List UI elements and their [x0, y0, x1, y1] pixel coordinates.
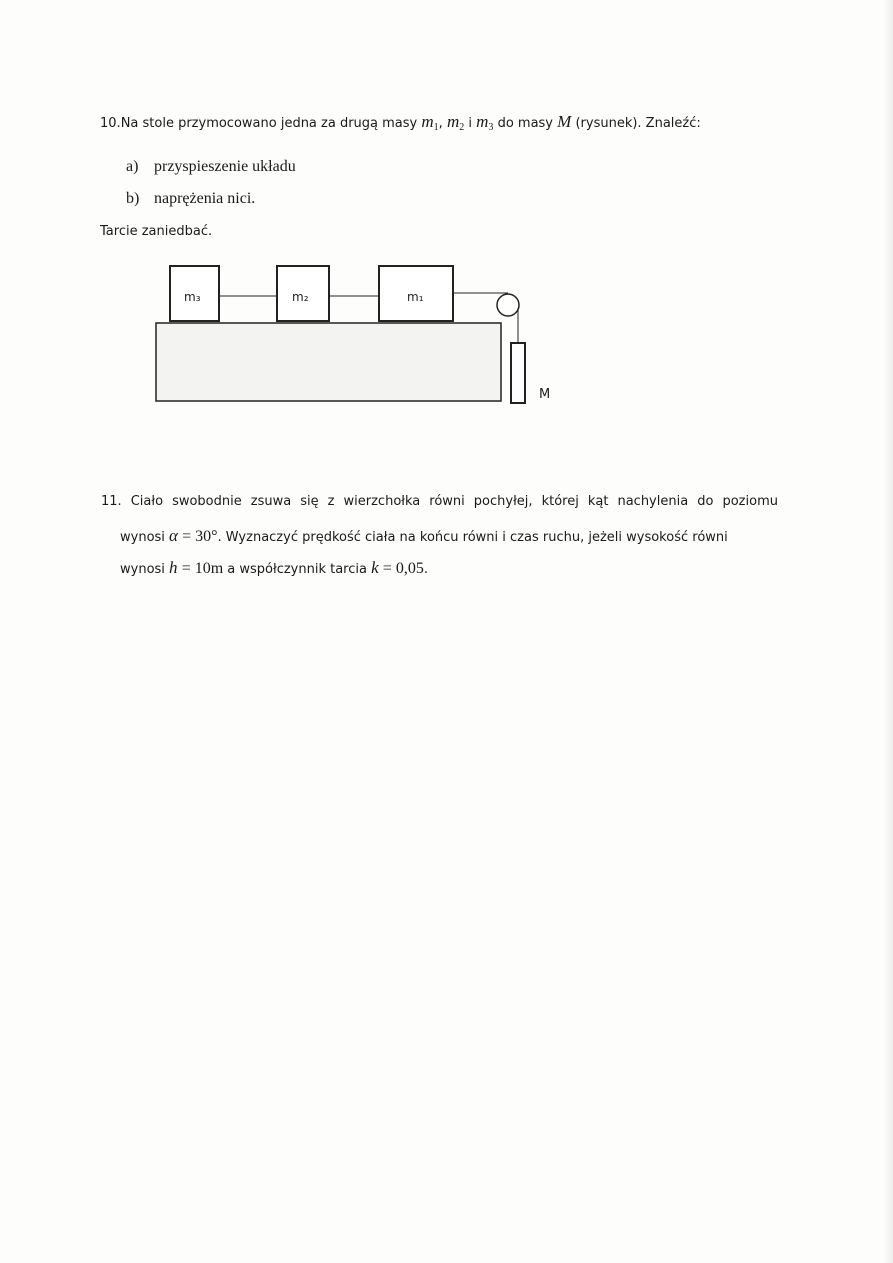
alpha-symbol: α: [169, 526, 178, 545]
label-M: M: [539, 387, 551, 402]
problem-11-line-3: wynosi h = 10m a współczynnik tarcia k = 0,05.: [120, 558, 428, 577]
problem-11-line-2: wynosi α = 30°. Wyznaczyć prędkość ciała na końcu równi i czas ruchu, jeżeli wysokość równi: [120, 526, 728, 545]
problem-10-item-a: a) przyspieszenie układu: [126, 158, 296, 175]
alpha-value: = 30°: [182, 528, 218, 545]
mass-m2-symbol: $m_2$: [446, 112, 465, 133]
k-value: = 0,05: [382, 560, 424, 577]
problem-10-note: Tarcie zaniedbać.: [100, 224, 213, 239]
h-value: = 10m: [181, 560, 224, 577]
h-symbol: h: [169, 558, 178, 577]
label-m2: m₂: [292, 290, 309, 304]
label-m3: m₃: [184, 290, 201, 304]
label-m1: m₁: [407, 290, 424, 304]
problem-10-item-b: b) naprężenia nici.: [126, 190, 256, 207]
problem-11-number: 11.: [101, 494, 122, 509]
problem-10-number: 10.: [100, 116, 121, 131]
k-symbol: k: [371, 558, 379, 577]
table: [156, 323, 501, 401]
pulley: [497, 294, 519, 316]
scan-edge-shadow: [883, 0, 893, 1263]
problem-10-statement: 10.Na stole przymocowano jedna za drugą masy $m_1$, $m_2$ i $m_3$ do masy M (rysunek). Znaleźć:: [100, 112, 701, 133]
problem-10-text-start: Na stole przymocowano jedna za drugą masy: [120, 116, 418, 131]
mass-m1-symbol: $m_1$: [421, 112, 439, 133]
mass-m3-symbol: $m_3$: [476, 112, 494, 133]
mass-M-symbol: M: [557, 112, 572, 131]
problem-11-line-1: 11. Ciało swobodnie zsuwa się z wierzchołka równi pochyłej, której kąt nachylenia do poziomu: [101, 494, 778, 509]
block-M: [511, 343, 525, 403]
